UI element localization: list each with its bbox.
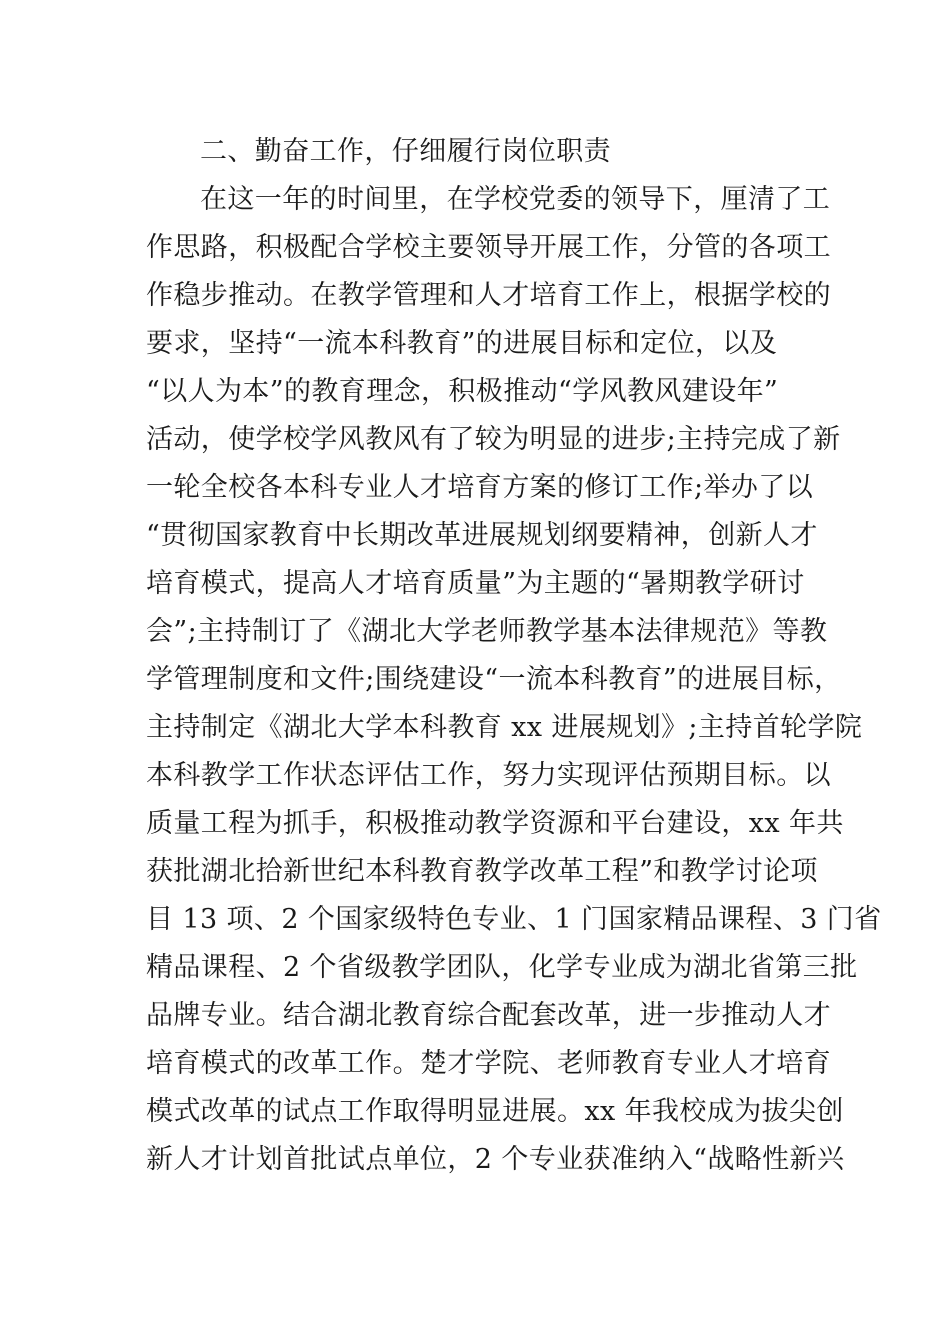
paragraph-line: 主持制定《湖北大学本科教育 xx 进展规划》;主持首轮学院 bbox=[146, 712, 863, 743]
paragraph-line: 在这一年的时间里，在学校党委的领导下，厘清了工 bbox=[200, 184, 831, 215]
paragraph-line: “以人为本”的教育理念，积极推动“学风教风建设年” bbox=[146, 376, 779, 407]
paragraph-line: 作稳步推动。在教学管理和人才培育工作上，根据学校的 bbox=[146, 280, 831, 311]
document-body bbox=[146, 128, 882, 1184]
paragraph-line: 要求，坚持“一流本科教育”的进展目标和定位，以及 bbox=[146, 328, 778, 359]
paragraph-line: “贯彻国家教育中长期改革进展规划纲要精神，创新人才 bbox=[146, 520, 818, 551]
paragraph-line: 模式改革的试点工作取得明显进展。xx 年我校成为拔尖创 bbox=[146, 1096, 844, 1127]
paragraph-line: 一轮全校各本科专业人才培育方案的修订工作;举办了以 bbox=[146, 472, 814, 503]
paragraph-line: 本科教学工作状态评估工作，努力实现评估预期目标。以 bbox=[146, 760, 831, 791]
paragraph-line: 获批湖北拾新世纪本科教育教学改革工程”和教学讨论项 bbox=[146, 856, 818, 887]
paragraph-line: 会”;主持制订了《湖北大学老师教学基本法律规范》等教 bbox=[146, 616, 828, 647]
section-heading: 二、勤奋工作，仔细履行岗位职责 bbox=[200, 136, 611, 167]
paragraph-line: 活动，使学校学风教风有了较为明显的进步;主持完成了新 bbox=[146, 424, 841, 455]
paragraph-line: 培育模式，提高人才培育质量”为主题的“暑期教学研讨 bbox=[146, 568, 805, 599]
paragraph-line: 质量工程为抓手，积极推动教学资源和平台建设，xx 年共 bbox=[146, 808, 844, 839]
paragraph-line: 目 13 项、2 个国家级特色专业、1 门国家精品课程、3 门省 bbox=[146, 904, 882, 935]
paragraph-line: 精品课程、2 个省级教学团队，化学专业成为湖北省第三批 bbox=[146, 952, 858, 983]
paragraph-line: 培育模式的改革工作。楚才学院、老师教育专业人才培育 bbox=[146, 1048, 831, 1079]
paragraph-line: 新人才计划首批试点单位，2 个专业获准纳入“战略性新兴 bbox=[146, 1144, 845, 1175]
paragraph-line: 品牌专业。结合湖北教育综合配套改革，进一步推动人才 bbox=[146, 1000, 831, 1031]
paragraph-line: 作思路，积极配合学校主要领导开展工作，分管的各项工 bbox=[146, 232, 831, 263]
paragraph-line: 学管理制度和文件;围绕建设“一流本科教育”的进展目标， bbox=[146, 664, 842, 695]
